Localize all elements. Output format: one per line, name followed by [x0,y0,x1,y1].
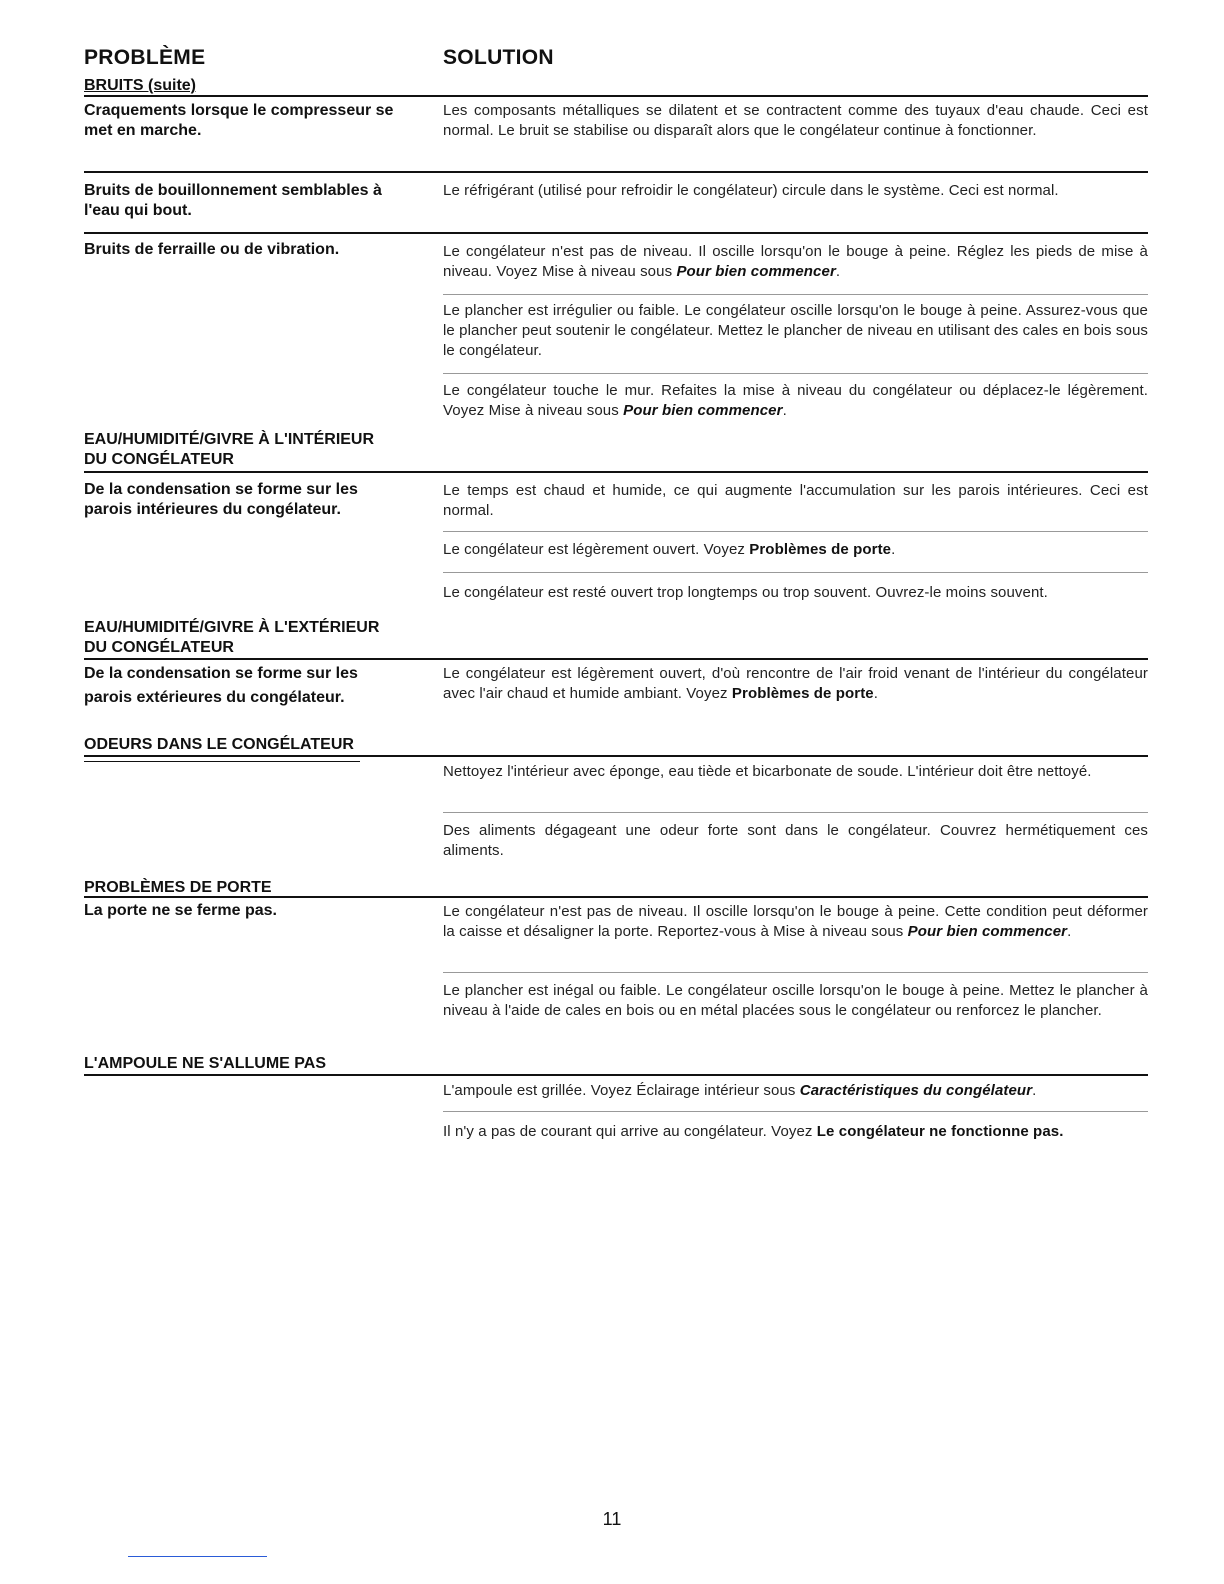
solution-condensation-outside: Le congélateur est légèrement ouvert, d'où rencontre de l'air froid venant de l'intérieur du congélateur avec l'air chaud et humide ambiant. Voyez Problèmes de porte. [443,665,1148,702]
solution-divider [443,572,1148,573]
solution-divider [443,972,1148,973]
solution-clean-interior: Nettoyez l'intérieur avec éponge, eau tiède et bicarbonate de soude. L'intérieur doit être nettoyé. [443,763,1092,780]
solution-divider [443,531,1148,532]
problem-cracking: Craquements lorsque le compresseur se met en marche. [84,102,394,139]
section-rule [84,896,1148,898]
solution-strong-food: Des aliments dégageant une odeur forte sont dans le congélateur. Couvrez hermétiquement ces aliments. [443,822,1148,859]
solution-bulb-burnt: L'ampoule est grillée. Voyez Éclairage intérieur sous Caractéristiques du congélateur. [443,1082,1037,1099]
solution-divider [443,1111,1148,1112]
section-bulb: L'AMPOULE NE S'ALLUME PAS [84,1055,326,1072]
solution-rattling-floor: Le plancher est irrégulier ou faible. Le congélateur oscille lorsqu'on le bouge à peine. Assurez-vous que le plancher peut soutenir le congélateur. Mettez le plancher de niveau en utilisant des cales en bois sous le congélateur. [443,302,1148,359]
solution-boiling: Le réfrigérant (utilisé pour refroidir le congélateur) circule dans le système. Ceci est normal. [443,182,1059,199]
solution-column-header: SOLUTION [443,46,554,69]
solution-rattling-level: Le congélateur n'est pas de niveau. Il oscille lorsqu'on le bouge à peine. Réglez les pieds de mise à niveau. Voyez Mise à niveau sous Pour bien commencer. [443,243,1148,280]
solution-cracking: Les composants métalliques se dilatent et se contractent comme des tuyaux d'eau chaude. Ceci est normal. Le bruit se stabilise ou disparaît alors que le congélateur continue à fonctionner. [443,102,1148,139]
solution-humid-weather: Le temps est chaud et humide, ce qui augmente l'accumulation sur les parois intérieures. Ceci est normal. [443,482,1148,519]
row-rule [84,171,1148,173]
section-door: PROBLÈMES DE PORTE [84,879,272,896]
solution-door-ajar: Le congélateur est légèrement ouvert. Voyez Problèmes de porte. [443,541,896,558]
solution-door-floor: Le plancher est inégal ou faible. Le congélateur oscille lorsqu'on le bouge à peine. Mettez le plancher à niveau à l'aide de cales en bois ou en métal placées sous le congélateur ou renforcez le plancher. [443,982,1148,1019]
problem-door-not-closing: La porte ne se ferme pas. [84,902,277,919]
solution-divider [443,294,1148,295]
problem-rattling: Bruits de ferraille ou de vibration. [84,241,340,258]
section-odors: ODEURS DANS LE CONGÉLATEUR [84,736,354,753]
solution-divider [443,373,1148,374]
section-rule [84,95,1148,97]
solution-door-open-long: Le congélateur est resté ouvert trop longtemps ou trop souvent. Ouvrez-le moins souvent. [443,584,1048,601]
problem-condensation-outside: De la condensation se forme sur les parois extérieures du congélateur. [84,665,358,706]
section-rule [84,1074,1148,1076]
page-number: 11 [602,1509,622,1529]
footer-link-line [128,1556,267,1557]
solution-door-level: Le congélateur n'est pas de niveau. Il oscille lorsqu'on le bouge à peine. Cette condition peut déformer la caisse et désaligner la porte. Reportez-vous à Mise à niveau sous Pour bien commencer. [443,903,1148,940]
section-water-outside: EAU/HUMIDITÉ/GIVRE À L'EXTÉRIEUR DU CONGÉLATEUR [84,619,380,656]
section-rule [84,471,1148,473]
section-underline [84,761,360,762]
problem-boiling: Bruits de bouillonnement semblables à l'eau qui bout. [84,182,382,219]
section-rule [84,658,1148,660]
row-rule [84,232,1148,234]
solution-rattling-wall: Le congélateur touche le mur. Refaites la mise à niveau du congélateur ou déplacez-le légèrement. Voyez Mise à niveau sous Pour bien commencer. [443,382,1148,419]
section-noise: BRUITS (suite) [84,77,196,94]
solution-no-power: Il n'y a pas de courant qui arrive au congélateur. Voyez Le congélateur ne fonctionne pas. [443,1123,1064,1140]
section-rule [84,755,1148,757]
solution-divider [443,812,1148,813]
problem-column-header: PROBLÈME [84,46,206,69]
section-water-inside: EAU/HUMIDITÉ/GIVRE À L'INTÉRIEUR DU CONGÉLATEUR [84,431,375,468]
problem-condensation-inside: De la condensation se forme sur les parois intérieures du congélateur. [84,481,358,518]
